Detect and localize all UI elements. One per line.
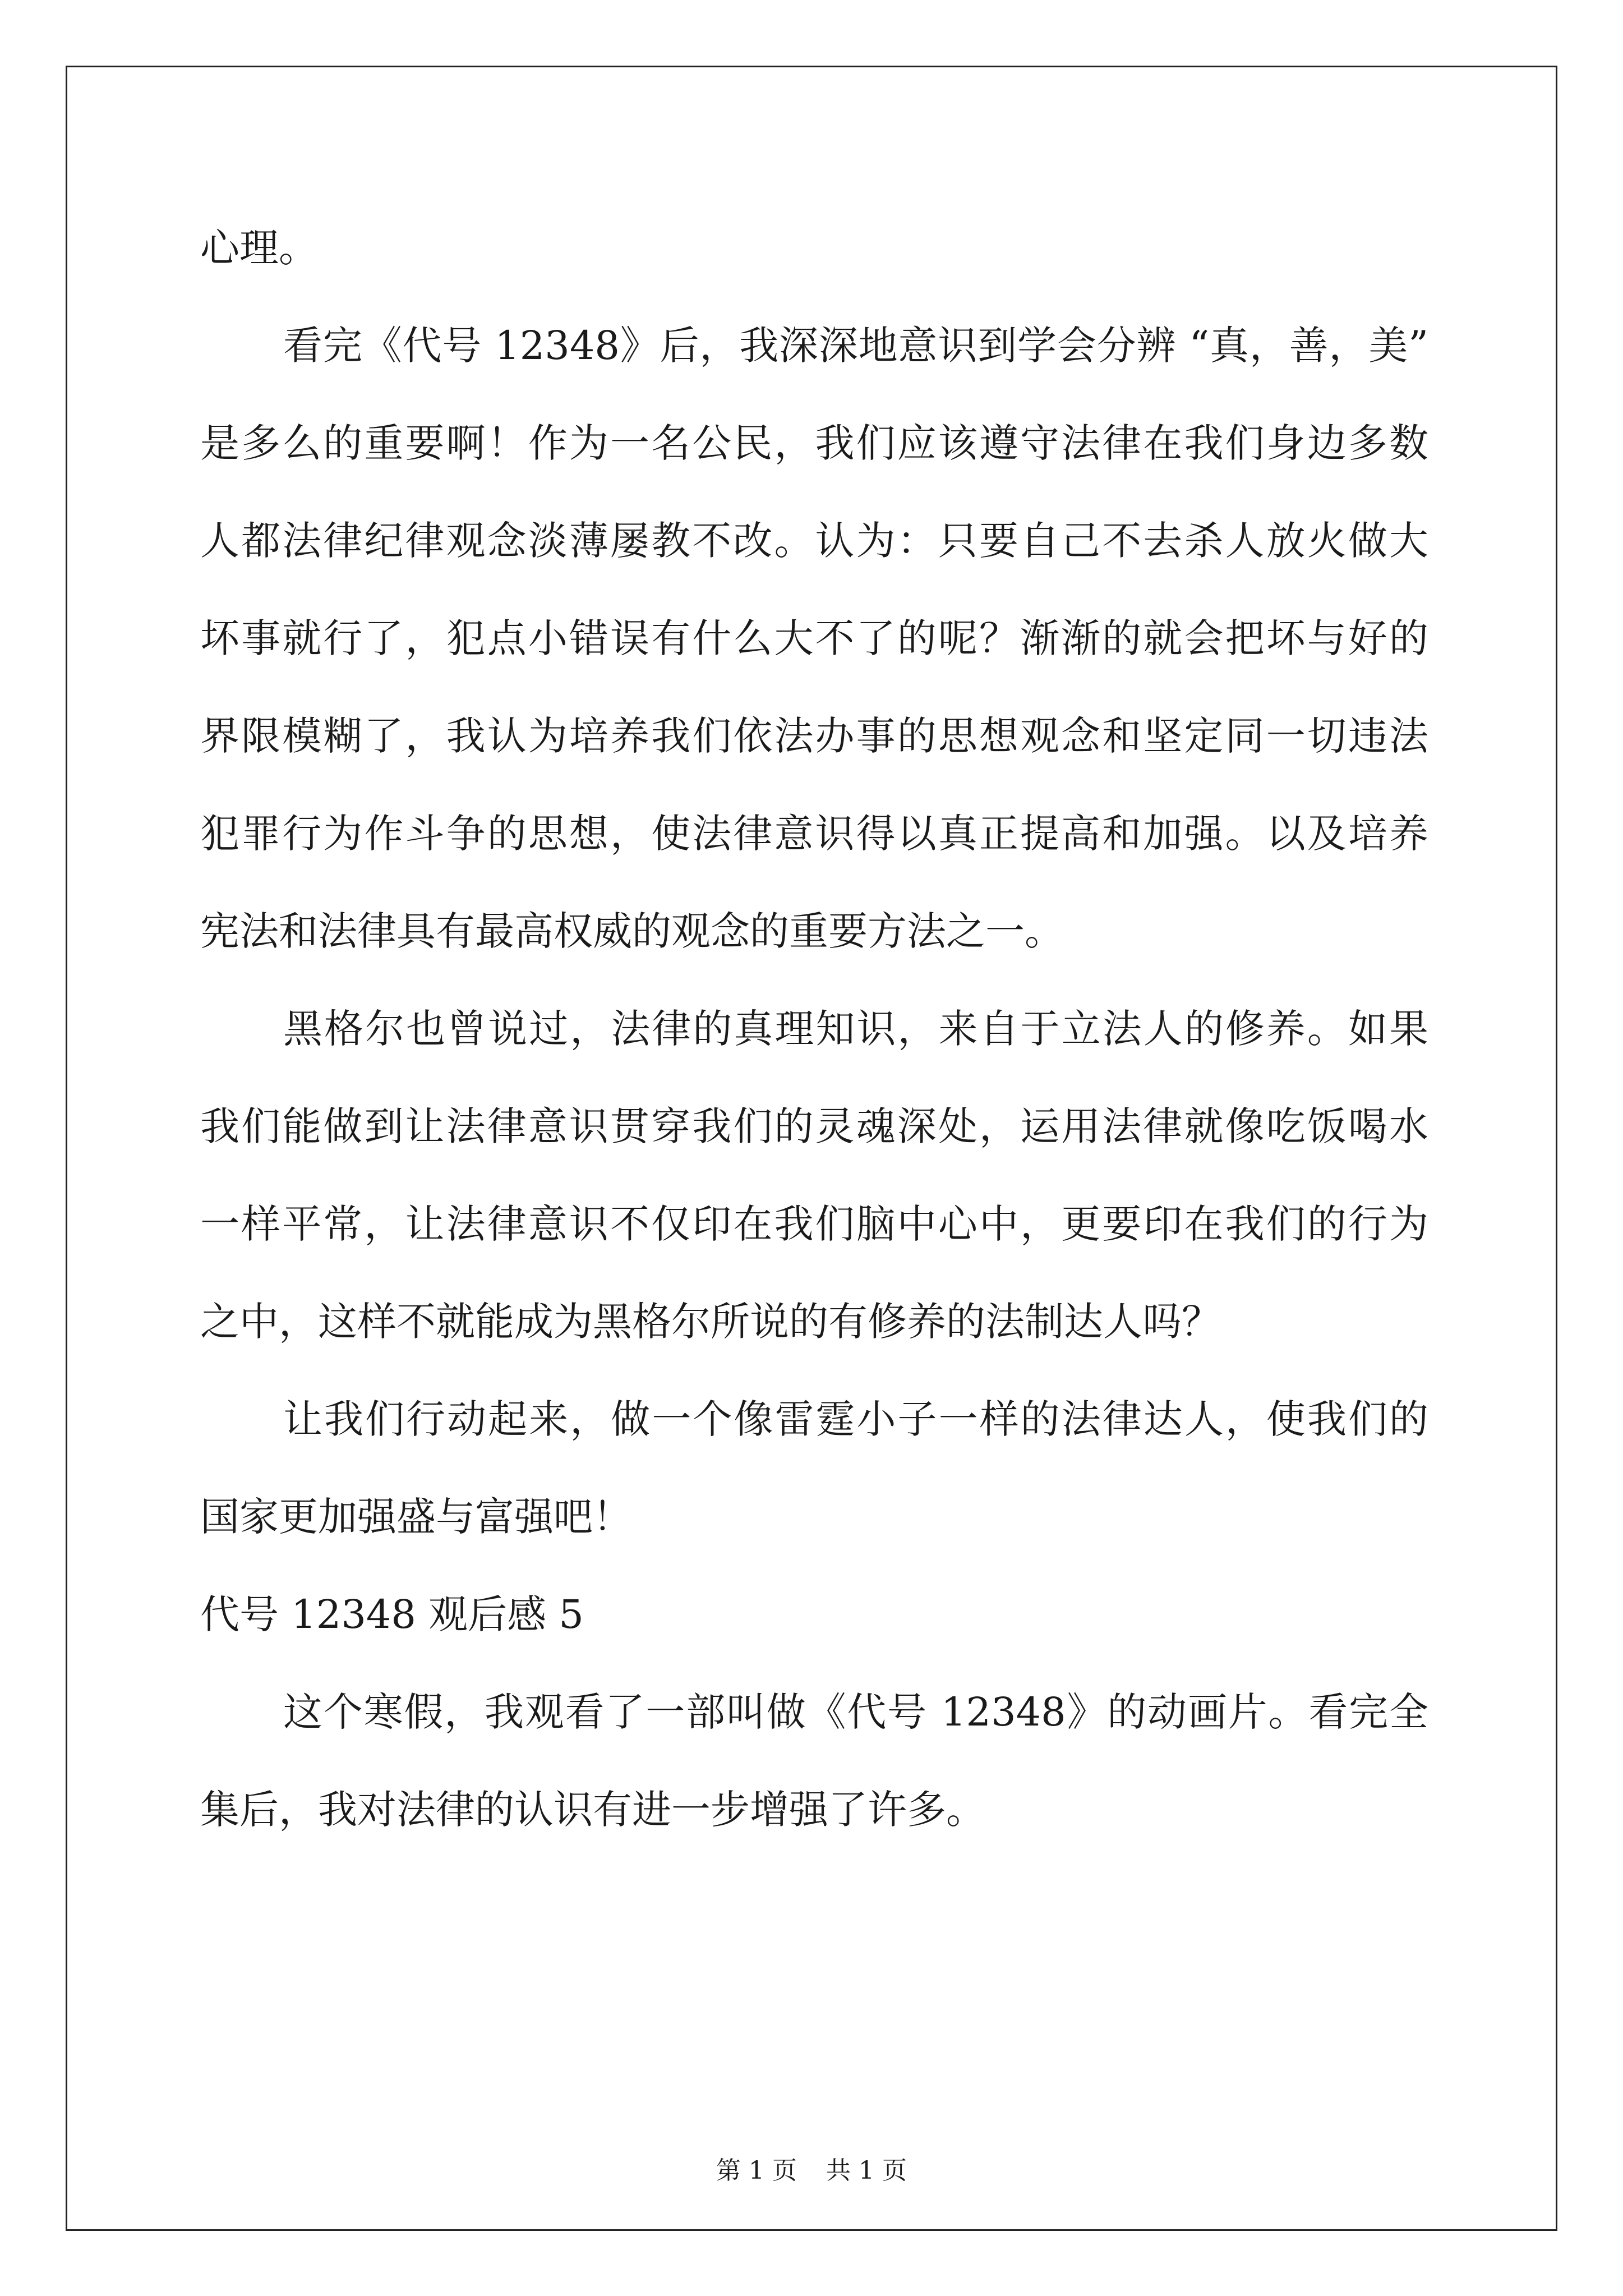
paragraph-line: 黑格尔也曾说过，法律的真理知识，来自于立法人的修养。如果 bbox=[283, 1006, 1428, 1052]
paragraph-line: 坏事就行了，犯点小错误有什么大不了的呢？渐渐的就会把坏与好的 bbox=[200, 615, 1428, 661]
paragraph-line: 一样平常，让法律意识不仅印在我们脑中心中，更要印在我们的行为 bbox=[200, 1201, 1428, 1247]
paragraph-line: 心理。 bbox=[200, 225, 318, 271]
paragraph-line: 我们能做到让法律意识贯穿我们的灵魂深处，运用法律就像吃饭喝水 bbox=[200, 1103, 1428, 1149]
paragraph-line: 这个寒假，我观看了一部叫做《代号 12348》的动画片。看完全 bbox=[283, 1689, 1428, 1735]
document-body bbox=[200, 213, 1428, 1872]
paragraph-line: 宪法和法律具有最高权威的观念的重要方法之一。 bbox=[200, 908, 1064, 954]
page-number: 第 1 页 bbox=[716, 2156, 797, 2185]
paragraph-line: 集后，我对法律的认识有进一步增强了许多。 bbox=[200, 1787, 985, 1833]
paragraph-line: 看完《代号 12348》后，我深深地意识到学会分辨 “真，善，美” bbox=[283, 323, 1428, 369]
section-heading: 代号 12348 观后感 5 bbox=[200, 1591, 584, 1637]
paragraph-line: 让我们行动起来，做一个像雷霆小子一样的法律达人，使我们的 bbox=[283, 1396, 1428, 1442]
paragraph-line: 是多么的重要啊！作为一名公民，我们应该遵守法律在我们身边多数 bbox=[200, 420, 1428, 466]
paragraph-line: 人都法律纪律观念淡薄屡教不改。认为：只要自己不去杀人放火做大 bbox=[200, 518, 1428, 564]
paragraph-line: 犯罪行为作斗争的思想，使法律意识得以真正提高和加强。以及培养 bbox=[200, 811, 1428, 857]
paragraph-line: 界限模糊了，我认为培养我们依法办事的思想观念和坚定同一切违法 bbox=[200, 713, 1428, 759]
paragraph-line: 国家更加强盛与富强吧！ bbox=[200, 1494, 632, 1540]
page-total: 共 1 页 bbox=[826, 2156, 907, 2185]
page-footer bbox=[0, 2154, 1623, 2188]
paragraph-line: 之中，这样不就能成为黑格尔所说的有修养的法制达人吗？ bbox=[200, 1299, 1221, 1345]
